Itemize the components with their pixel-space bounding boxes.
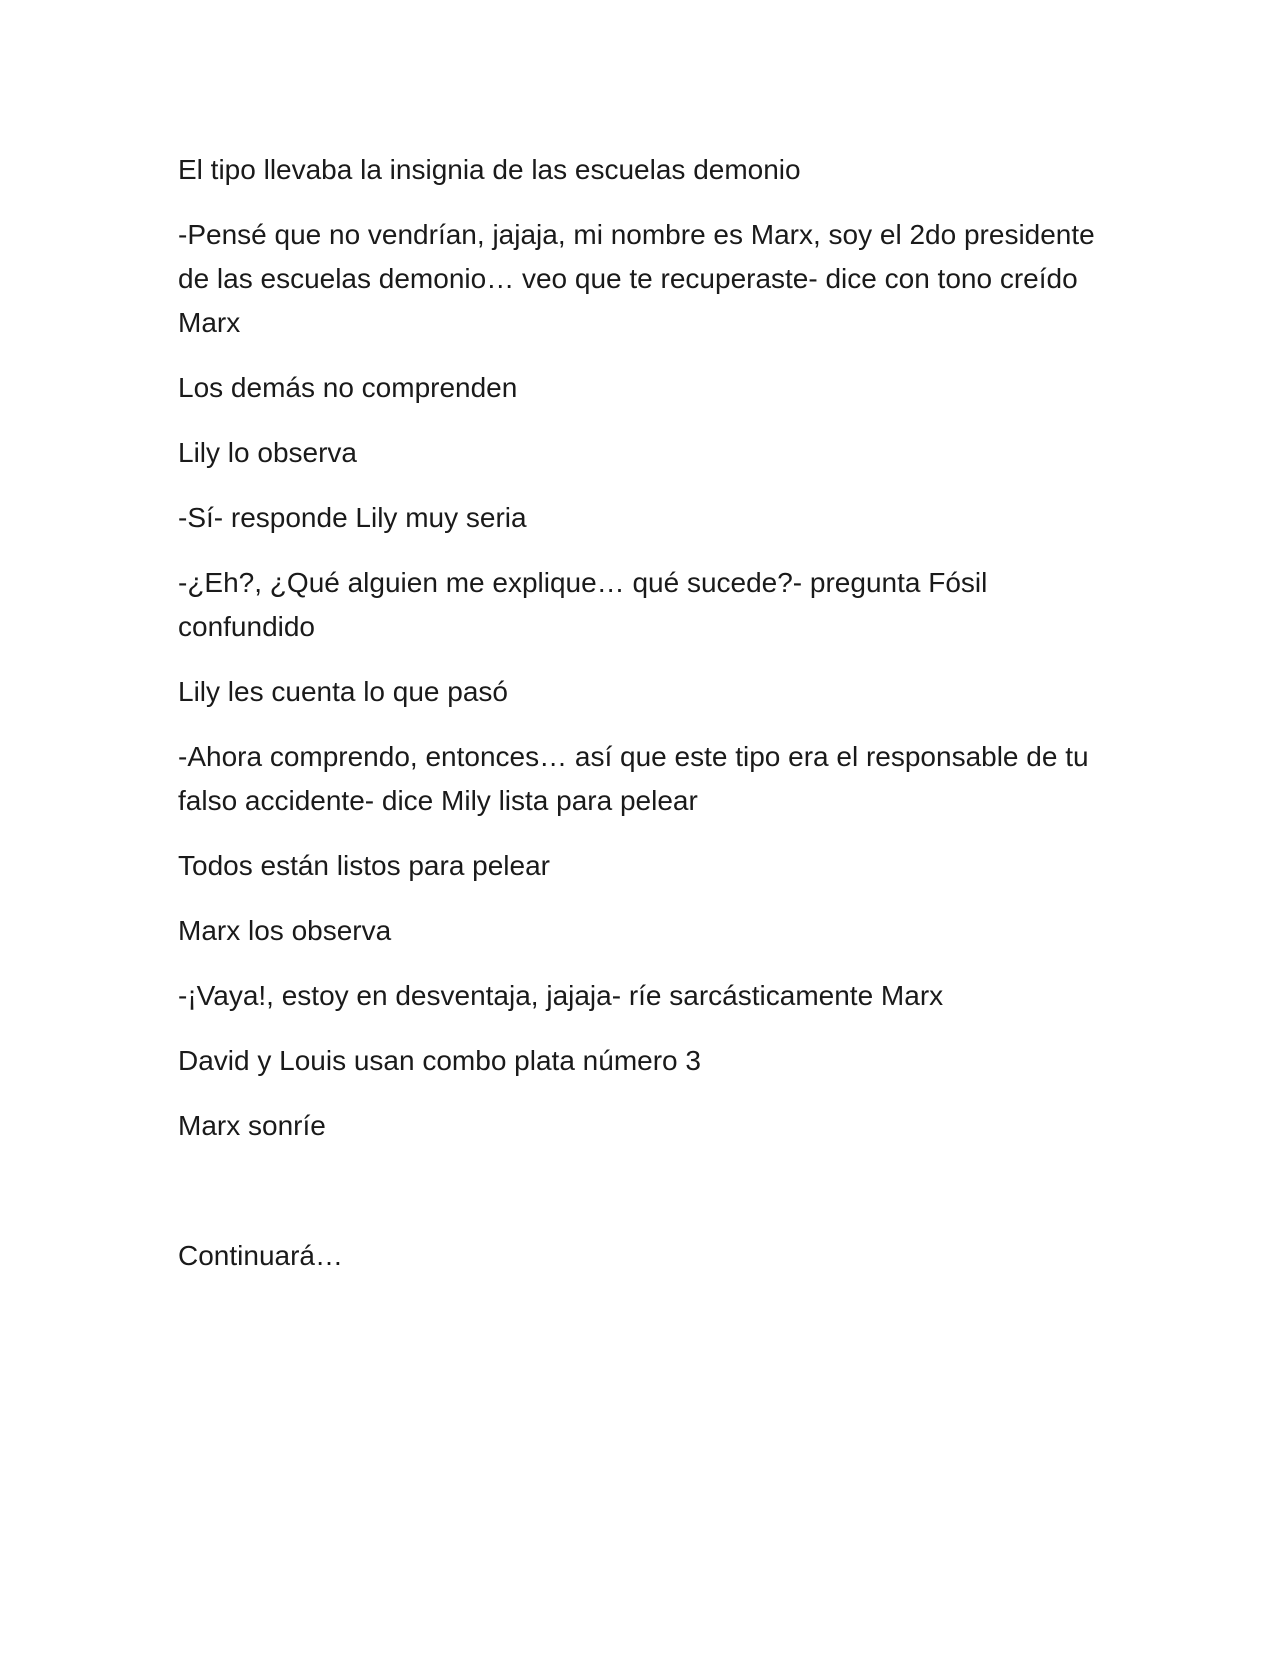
paragraph-6: -¿Eh?, ¿Qué alguien me explique… qué sucede?- pregunta Fósil confundido: [178, 567, 988, 642]
paragraph-5: -Sí- responde Lily muy seria: [178, 502, 527, 533]
paragraph-2: -Pensé que no vendrían, jajaja, mi nombre es Marx, soy el 2do presidente de las escuelas demonio… veo que te recuperaste- dice con tono creído Marx: [178, 219, 1095, 338]
document-body: [178, 148, 1098, 1299]
paragraph-12: David y Louis usan combo plata número 3: [178, 1045, 701, 1076]
paragraph-10: Marx los observa: [178, 915, 392, 946]
paragraph-11: -¡Vaya!, estoy en desventaja, jajaja- ríe sarcásticamente Marx: [178, 980, 944, 1011]
paragraph-3: Los demás no comprenden: [178, 372, 518, 403]
paragraph-4: Lily lo observa: [178, 437, 357, 468]
paragraph-7: Lily les cuenta lo que pasó: [178, 676, 508, 707]
paragraph-1: El tipo llevaba la insignia de las escuelas demonio: [178, 154, 801, 185]
paragraph-8: -Ahora comprendo, entonces… así que este tipo era el responsable de tu falso accidente- dice Mily lista para pelear: [178, 741, 1089, 816]
paragraph-13: Marx sonríe: [178, 1110, 326, 1141]
closing-line: Continuará…: [178, 1240, 343, 1271]
paragraph-9: Todos están listos para pelear: [178, 850, 550, 881]
